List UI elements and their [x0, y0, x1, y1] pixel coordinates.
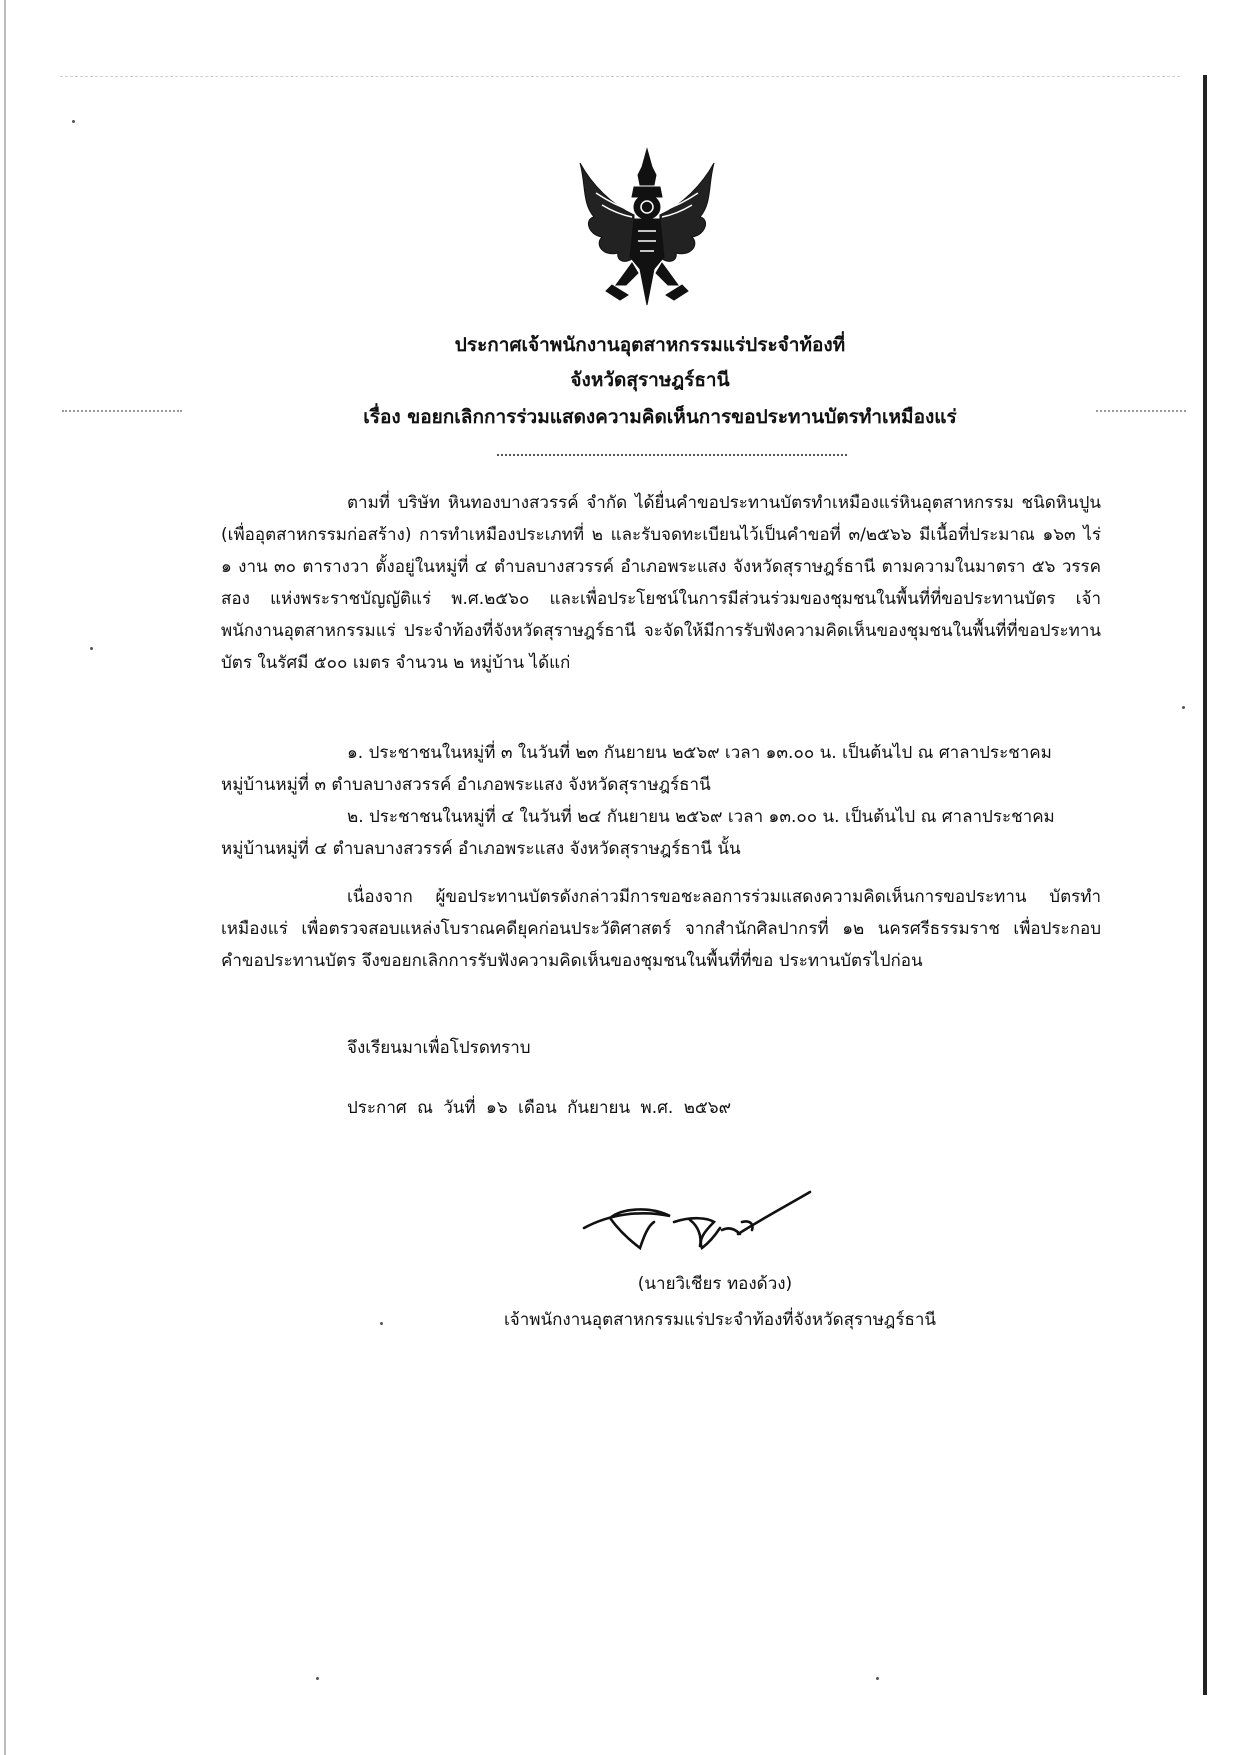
scan-speck: [90, 647, 93, 650]
scan-speck: [876, 1677, 879, 1680]
announcement-subject: เรื่อง ขอยกเลิกการร่วมแสดงความคิดเห็นการขอประทานบัตรทำเหมืองแร่: [363, 406, 957, 428]
scan-speck: [380, 1322, 383, 1325]
scan-smudge: [1096, 410, 1186, 416]
list-item-1: ๑. ประชาชนในหมู่ที่ ๓ ในวันที่ ๒๓ กันยายน ๒๕๖๙ เวลา ๑๓.๐๐ น. เป็นต้นไป ณ ศาลาประชาคมหมู่บ้านหมู่ที่ ๓ ตำบลบางสวรรค์ อำเภอพระแสง จังหวัดสุราษฎร์ธานี: [221, 743, 1052, 795]
scan-speck: [72, 120, 75, 123]
list-item-2: ๒. ประชาชนในหมู่ที่ ๔ ในวันที่ ๒๔ กันยายน ๒๕๖๙ เวลา ๑๓.๐๐ น. เป็นต้นไป ณ ศาลาประชาคมหมู่บ้านหมู่ที่ ๔ ตำบลบางสวรรค์ อำเภอพระแสง จังหวัดสุราษฎร์ธานี นั้น: [221, 807, 1055, 859]
scan-edge-left: [4, 0, 6, 1755]
closing-line: จึงเรียนมาเพื่อโปรดทราบ: [347, 1038, 531, 1058]
dotted-separator: [497, 454, 847, 456]
announcement-date: ประกาศ ณ วันที่ ๑๖ เดือน กันยายน พ.ศ. ๒๕๖๙: [347, 1098, 732, 1118]
scan-speck: [1182, 706, 1185, 709]
announcement-title: ประกาศเจ้าพนักงานอุตสาหกรรมแร่ประจำท้องที่: [454, 334, 846, 356]
scan-speck: [316, 1677, 319, 1680]
body-paragraph-1: ตามที่ บริษัท หินทองบางสวรรค์ จำกัด ได้ยื่นคำขอประทานบัตรทำเหมืองแร่หินอุตสาหกรรม ชนิดหินปูน (เพื่ออุตสาหกรรมก่อสร้าง) การทำเหมืองประเภทที่ ๒ และรับจดทะเบียนไว้เป็นคำขอที่ ๓/๒๕๖๖ มีเนื้อที่ประมาณ ๑๖๓ ไร่ ๑ งาน ๓๐ ตารางวา ตั้งอยู่ในหมู่ที่ ๔ ตำบลบางสวรรค์ อำเภอพระแสง จังหวัดสุราษฎร์ธานี ตามความในมาตรา ๕๖ วรรคสอง แห่งพระราชบัญญัติแร่ พ.ศ.๒๕๖๐ และเพื่อประโยชน์ในการมีส่วนร่วมของชุมชนในพื้นที่ที่ขอประทานบัตร เจ้าพนักงานอุตสาหกรรมแร่ ประจำท้องที่จังหวัดสุราษฎร์ธานี จะจัดให้มีการรับฟังความคิดเห็นของชุมชนในพื้นที่ที่ขอประทานบัตร ในรัศมี ๕๐๐ เมตร จำนวน ๒ หมู่บ้าน ได้แก่: [221, 493, 1101, 673]
signer-position: เจ้าพนักงานอุตสาหกรรมแร่ประจำท้องที่จังหวัดสุราษฎร์ธานี: [503, 1310, 936, 1330]
handwritten-signature: [570, 1170, 820, 1260]
announcement-province: จังหวัดสุราษฎร์ธานี: [570, 369, 730, 391]
signer-name: (นายวิเชียร ทองด้วง): [637, 1274, 793, 1294]
body-paragraph-2: เนื่องจาก ผู้ขอประทานบัตรดังกล่าวมีการขอชะลอการร่วมแสดงความคิดเห็นการขอประทาน บัตรทำเหมืองแร่ เพื่อตรวจสอบแหล่งโบราณคดียุคก่อนประวัติศาสตร์ จากสำนักศิลปากรที่ ๑๒ นครศรีธรรมราช เพื่อประกอบคำขอประทานบัตร จึงขอยกเลิกการรับฟังความคิดเห็นของชุมชนในพื้นที่ที่ขอ ประทานบัตรไปก่อน: [221, 887, 1101, 971]
garuda-emblem-icon: [572, 145, 722, 310]
scan-edge-right: [1203, 75, 1207, 1695]
scan-smudge: [62, 410, 182, 416]
scan-edge-top: [60, 76, 1180, 77]
